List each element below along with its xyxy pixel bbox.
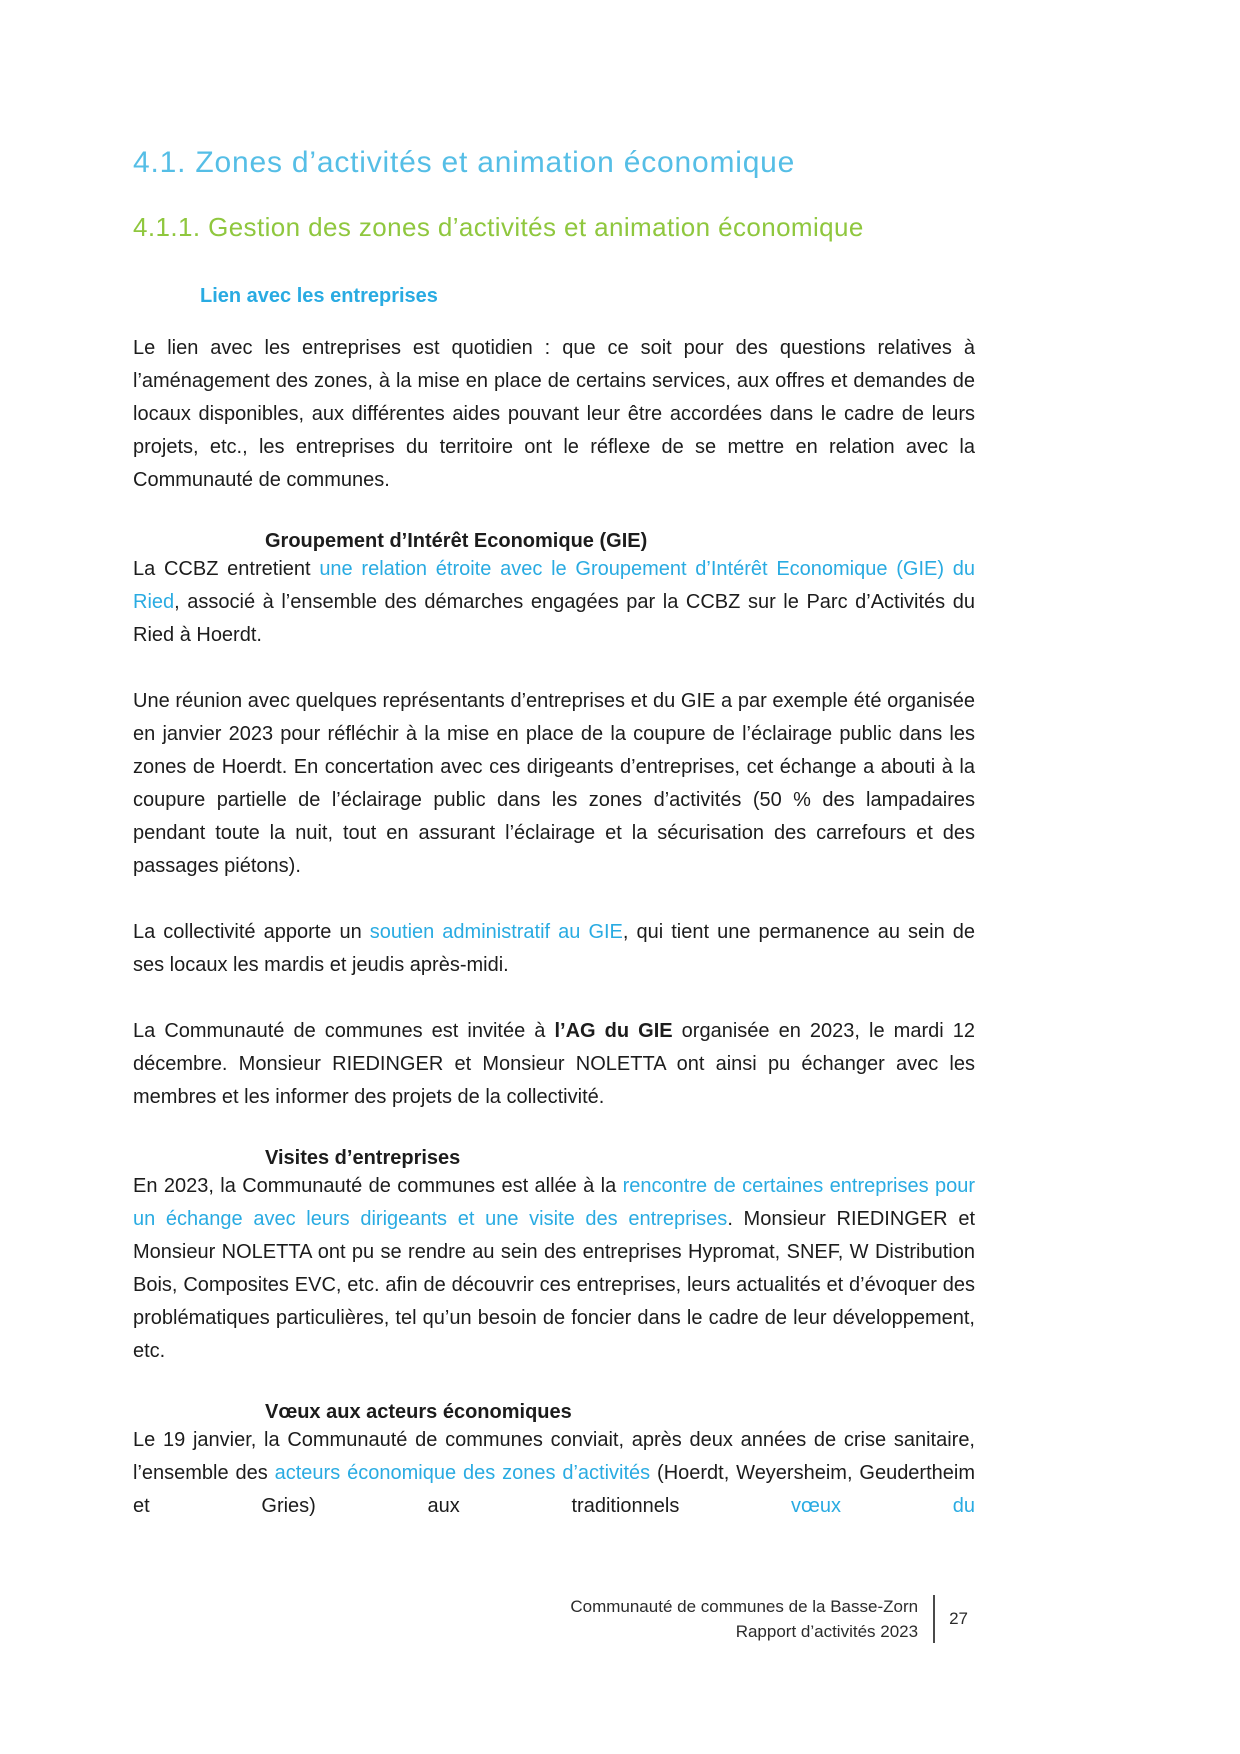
text-run: . Monsieur RIEDINGER et Monsieur NOLETTA ont pu se rendre au sein des entreprises Hypromat, SNEF, W Distribution Bois, Composites EVC, etc. afin de découvrir ces entreprises, leurs actualités et d’évoquer des problématiques particulières, tel qu’un besoin de foncier dans le cadre de leur développement, etc. (133, 1208, 975, 1362)
footer-organization: Communauté de communes de la Basse-Zorn (570, 1597, 919, 1616)
subheading-voeux: Vœux aux acteurs économiques (265, 1401, 572, 1423)
highlighted-text-run: vœux du (791, 1495, 975, 1517)
page-footer (570, 1594, 968, 1644)
footer-divider (933, 1595, 935, 1643)
highlighted-text-run: rencontre de certaines entreprises pour un échange avec leurs dirigeants et une visite des entreprises (133, 1175, 975, 1230)
subheading-visites: Visites d’entreprises (265, 1147, 461, 1169)
bold-text-run: l’AG du GIE (554, 1020, 673, 1042)
text-run: (Hoerdt, Weyersheim, Geudertheim et Gries) aux traditionnels (133, 1462, 975, 1517)
highlighted-text-run: acteurs économique des zones d’activités (274, 1462, 651, 1484)
footer-text (570, 1594, 918, 1644)
text-run: En 2023, la Communauté de communes est allée à la (133, 1175, 623, 1197)
paragraph-reunion-eclairage (133, 685, 975, 883)
footer-report-title: Rapport d’activités 2023 (735, 1622, 919, 1641)
page-number: 27 (949, 1609, 968, 1628)
highlighted-text-run: soutien administratif au GIE (369, 921, 623, 943)
body-text-blocks (133, 285, 975, 1523)
text-run: , associé à l’ensemble des démarches engagées par la CCBZ sur le Parc d’Activités du Ried à Hoerdt. (133, 591, 975, 646)
text-run: La Communauté de communes est invitée à (133, 1020, 555, 1042)
page-content (133, 146, 975, 1523)
paragraph-ag-gie (133, 1015, 975, 1114)
subheading-lien-entreprises: Lien avec les entreprises (200, 285, 438, 307)
paragraph-gie-relation (133, 553, 975, 652)
paragraph-soutien-administratif (133, 916, 975, 982)
paragraph-voeux (133, 1424, 975, 1523)
subheading-gie: Groupement d’Intérêt Economique (GIE) (265, 530, 648, 552)
text-run: , qui tient une permanence au sein de ses locaux les mardis et jeudis après-midi. (133, 921, 975, 976)
highlighted-text-run: une relation étroite avec le Groupement d’Intérêt Economique (GIE) du Ried (133, 558, 975, 613)
text-run: organisée en 2023, le mardi 12 décembre. Monsieur RIEDINGER et Monsieur NOLETTA ont ainsi pu échanger avec les membres et les informer des projets de la collectivité. (133, 1020, 975, 1108)
text-run: La CCBZ entretient (133, 558, 320, 580)
text-run: La collectivité apporte un (133, 921, 370, 943)
paragraph-visites (133, 1170, 975, 1368)
text-run: Le lien avec les entreprises est quotidien : que ce soit pour des questions relatives à l’aménagement des zones, à la mise en place de certains services, aux offres et demandes de locaux disponibles, aux différentes aides pouvant leur être accordées dans le cadre de leurs projets, etc., les entreprises du territoire ont le réflexe de se mettre en relation avec la Communauté de communes. (133, 337, 975, 491)
paragraph-lien-quotidien (133, 332, 975, 497)
text-run: Le 19 janvier, la Communauté de communes conviait, après deux années de crise sanitaire, l’ensemble des (133, 1429, 975, 1484)
text-run: Une réunion avec quelques représentants d’entreprises et du GIE a par exemple été organisée en janvier 2023 pour réfléchir à la mise en place de la coupure de l’éclairage public dans les zones de Hoerdt. En concertation avec ces dirigeants d’entreprises, cet échange a abouti à la coupure partielle de l’éclairage public dans les zones d’activités (50 % des lampadaires pendant toute la nuit, tout en assurant l’éclairage et la sécurisation des carrefours et des passages piétons). (133, 690, 975, 877)
section-title-4-1: 4.1. Zones d’activités et animation économique (133, 146, 796, 179)
section-title-4-1-1: 4.1.1. Gestion des zones d’activités et animation économique (133, 212, 864, 242)
